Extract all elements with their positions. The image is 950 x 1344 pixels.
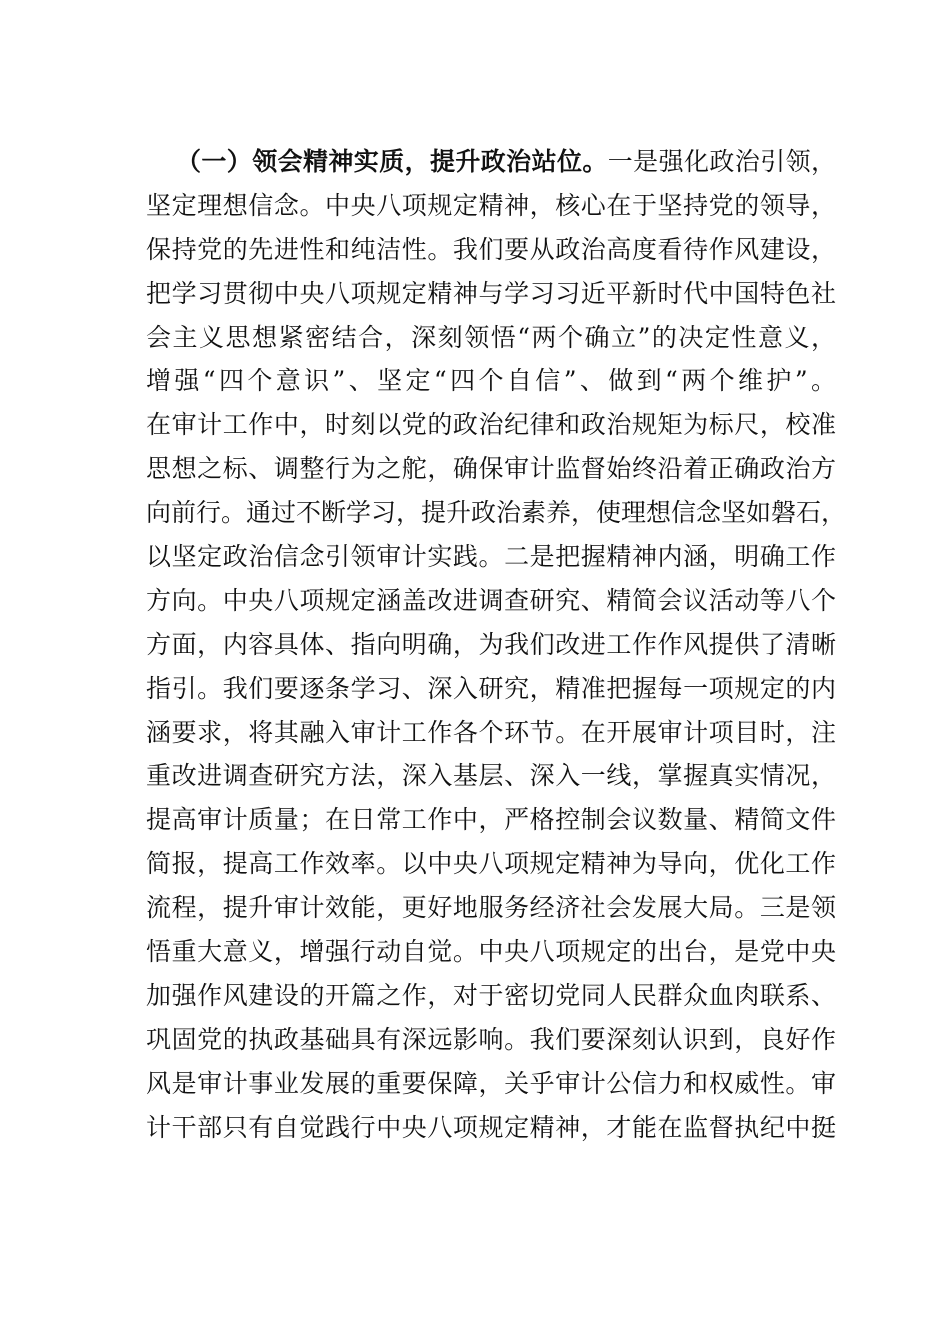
paragraph-line: 提高审计质量；在日常工作中，严格控制会议数量、精简文件: [146, 805, 836, 835]
paragraph-line-1: [176, 140, 836, 184]
paragraph-line: 悟重大意义，增强行动自觉。中央八项规定的出台，是党中央: [146, 937, 836, 967]
body-paragraph: [146, 140, 847, 1149]
first-line-text: 一是强化政治引领，: [607, 147, 836, 176]
paragraph-line: 计干部只有自觉践行中央八项规定精神，才能在监督执纪中挺: [146, 1112, 836, 1142]
paragraph-line: 巩固党的执政基础具有深远影响。我们要深刻认识到，良好作: [146, 1024, 836, 1054]
paragraph-line: 加强作风建设的开篇之作，对于密切党同人民群众血肉联系、: [146, 980, 836, 1010]
paragraph-line: 简报，提高工作效率。以中央八项规定精神为导向，优化工作: [146, 849, 836, 879]
paragraph-line: 方向。中央八项规定涵盖改进调查研究、精简会议活动等八个: [146, 585, 836, 615]
paragraph-line: 向前行。通过不断学习，提升政治素养，使理想信念坚如磐石，: [146, 498, 847, 528]
paragraph-line: 流程，提升审计效能，更好地服务经济社会发展大局。三是领: [146, 893, 836, 923]
paragraph-line: 思想之标、调整行为之舵，确保审计监督始终沿着正确政治方: [146, 454, 836, 484]
paragraph-line: 把学习贯彻中央八项规定精神与学习习近平新时代中国特色社: [146, 278, 836, 308]
paragraph-line: 指引。我们要逐条学习、深入研究，精准把握每一项规定的内: [146, 673, 836, 703]
paragraph-line: 保持党的先进性和纯洁性。我们要从政治高度看待作风建设，: [146, 234, 836, 264]
paragraph-line: 坚定理想信念。中央八项规定精神，核心在于坚持党的领导，: [146, 190, 836, 220]
paragraph-line: 风是审计事业发展的重要保障，关乎审计公信力和权威性。审: [146, 1068, 836, 1098]
paragraph-line: 增强“四个意识”、坚定“四个自信”、做到“两个维护”。: [146, 366, 836, 396]
paragraph-line: 在审计工作中，时刻以党的政治纪律和政治规矩为标尺，校准: [146, 410, 836, 440]
paragraph-line: 会主义思想紧密结合，深刻领悟“两个确立”的决定性意义，: [146, 322, 836, 352]
paragraph-line: 方面，内容具体、指向明确，为我们改进工作作风提供了清晰: [146, 629, 836, 659]
paragraph-line: 涵要求，将其融入审计工作各个环节。在开展审计项目时，注: [146, 717, 836, 747]
paragraph-line: 以坚定政治信念引领审计实践。二是把握精神内涵，明确工作: [146, 542, 836, 572]
paragraph-line: 重改进调查研究方法，深入基层、深入一线，掌握真实情况，: [146, 761, 836, 791]
section-heading: （一）领会精神实质，提升政治站位。: [176, 147, 608, 176]
